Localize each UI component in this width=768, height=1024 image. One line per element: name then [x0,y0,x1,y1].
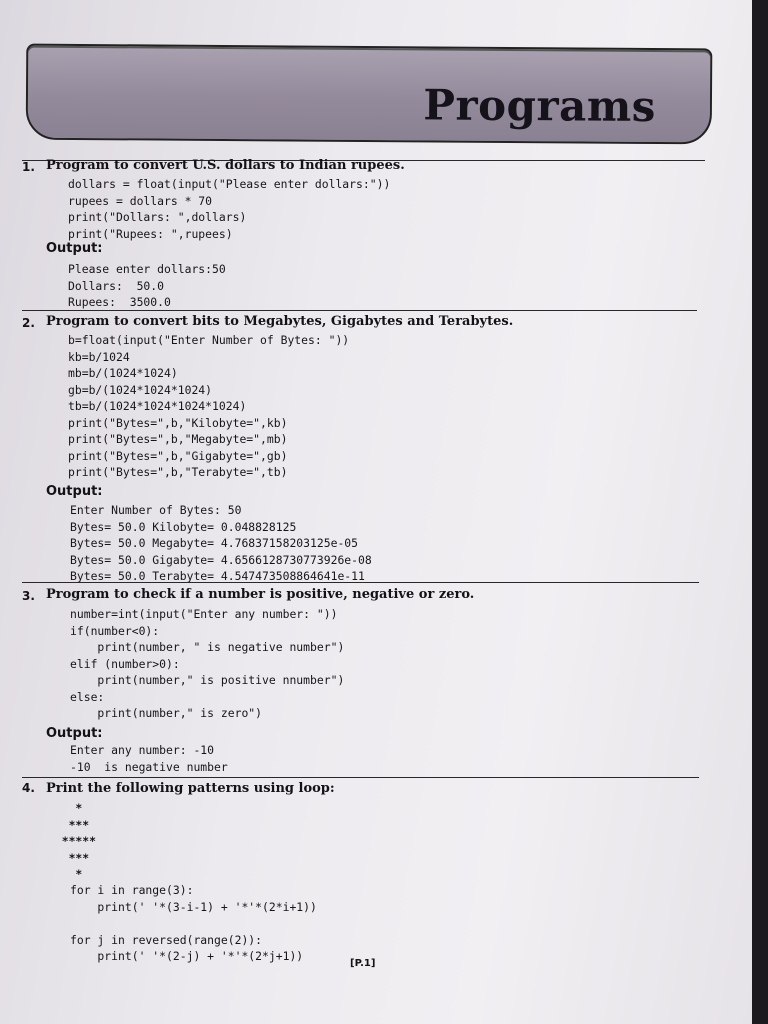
title-banner [26,44,713,145]
pattern-block: * *** ***** *** * [61,801,97,881]
section-number: 2. [22,316,35,330]
page-number: [P.1] [350,958,376,969]
section-divider [22,310,697,311]
section-number: 4. [22,781,35,795]
output-block: Enter any number: -10 -10 is negative number [70,743,228,774]
section-heading: Program to convert U.S. dollars to Indian rupees. [46,158,405,173]
code-block: number=int(input("Enter any number: ")) if(number<0): print(number, " is negative number") elif (number>0): print(number," is positive nnumber") else: print(number," is zero") [70,607,345,720]
output-block: Please enter dollars:50 Dollars: 50.0 Rupees: 3500.0 [68,262,226,309]
output-label: Output: [46,241,103,256]
section-number: 3. [22,589,35,603]
output-label: Output: [46,726,103,741]
code-block: dollars = float(input("Please enter dollars:")) rupees = dollars * 70 print("Dollars: ",dollars) print("Rupees: ",rupees) [68,177,391,241]
output-label: Output: [46,484,103,499]
code-block: for i in range(3): print(' '*(3-i-1) + '*'*(2*i+1)) for j in reversed(range(2)): print(' '*(2-j) + '*'*(2*j+1)) [70,883,317,963]
page-title: Programs [423,80,657,132]
section-heading: Program to check if a number is positive, negative or zero. [46,587,475,602]
section-divider [22,777,699,778]
output-block: Enter Number of Bytes: 50 Bytes= 50.0 Kilobyte= 0.048828125 Bytes= 50.0 Megabyte= 4.76837158203125e-05 Bytes= 50.0 Gigabyte= 4.6566128730773926e-08 Bytes= 50.0 Terabyte= 4.547473508864641e-11 [70,503,372,583]
section-number: 1. [22,160,35,174]
section-heading: Print the following patterns using loop: [46,781,335,796]
code-block: b=float(input("Enter Number of Bytes: ")) kb=b/1024 mb=b/(1024*1024) gb=b/(1024*1024*1024) tb=b/(1024*1024*1024*1024) print("Bytes=",b,"Kilobyte=",kb) print("Bytes=",b,"Megabyte=",mb) print("Bytes=",b,"Gigabyte=",gb) print("Bytes=",b,"Terabyte=",tb) [68,333,350,479]
section-divider [22,582,699,583]
section-heading: Program to convert bits to Megabytes, Gigabytes and Terabytes. [46,314,514,329]
